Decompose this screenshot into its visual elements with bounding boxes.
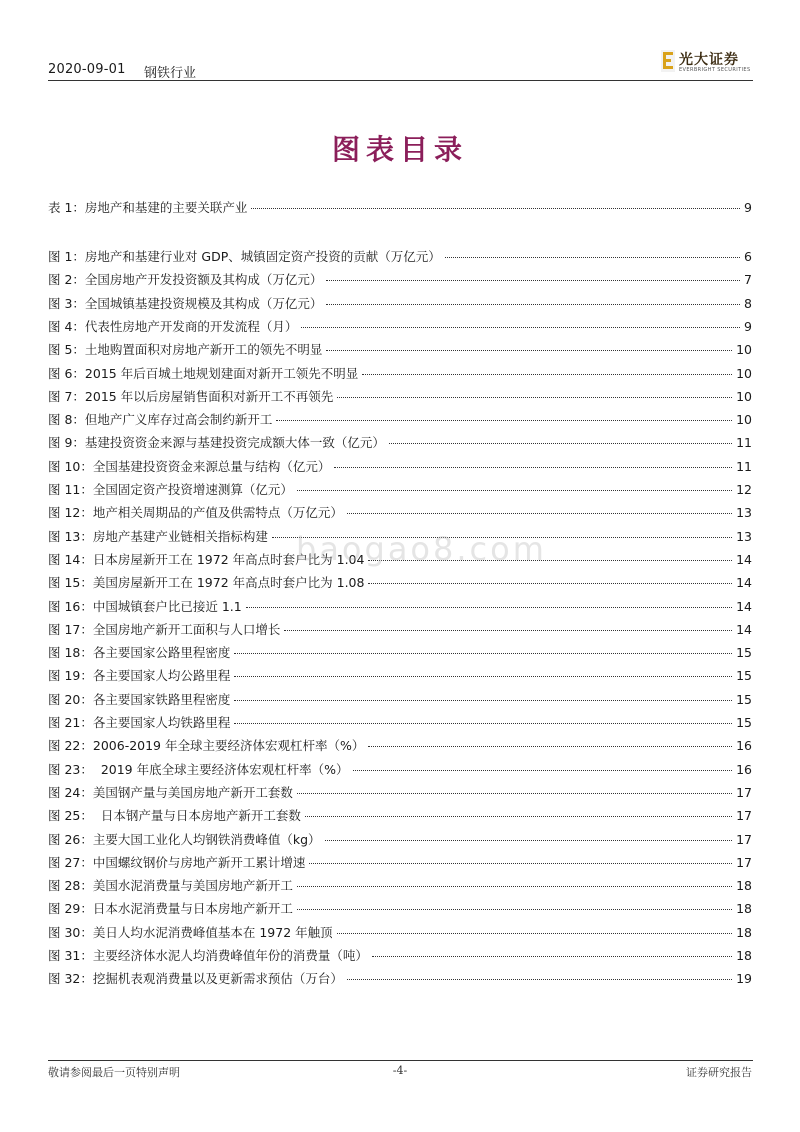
toc-figure-entry[interactable] xyxy=(48,736,752,756)
toc-entry-label: 图 25： 日本钢产量与日本房地产新开工套数 xyxy=(48,808,301,824)
toc-entry-label: 图 24：美国钢产量与美国房地产新开工套数 xyxy=(48,784,293,800)
toc-figure-entry[interactable] xyxy=(48,317,752,337)
toc-dot-leader xyxy=(337,397,732,398)
toc-entry-label: 图 15：美国房屋新开工在 1972 年高点时套户比为 1.08 xyxy=(48,575,365,591)
toc-figure-entry[interactable] xyxy=(48,876,752,896)
toc-page-number: 10 xyxy=(736,388,752,404)
toc-entry-label: 图 26：主要大国工业化人均钢铁消费峰值（kg） xyxy=(48,831,321,847)
page-header xyxy=(48,52,753,82)
toc-dot-leader xyxy=(389,443,732,444)
toc-page-number: 17 xyxy=(736,808,752,824)
toc-figure-entry[interactable] xyxy=(48,364,752,384)
toc-page-number: 16 xyxy=(736,738,752,754)
toc-figure-entry[interactable] xyxy=(48,760,752,780)
toc-figure-entry[interactable] xyxy=(48,410,752,430)
toc-entry-label: 图 30：美日人均水泥消费峰值基本在 1972 年触顶 xyxy=(48,924,333,940)
toc-figure-entry[interactable] xyxy=(48,270,752,290)
footer-divider xyxy=(48,1060,753,1061)
toc-page-number: 10 xyxy=(736,412,752,428)
toc-dot-leader xyxy=(309,863,732,864)
toc-page-number: 10 xyxy=(736,365,752,381)
toc-dot-leader xyxy=(337,933,732,934)
toc-figure-entry[interactable] xyxy=(48,247,752,267)
toc-dot-leader xyxy=(297,886,732,887)
toc-entry-label: 图 29：日本水泥消费量与日本房地产新开工 xyxy=(48,901,293,917)
logo-text-cn: 光大证券 xyxy=(679,52,739,68)
toc-entry-label: 图 23： 2019 年底全球主要经济体宏观杠杆率（%） xyxy=(48,761,349,777)
toc-figure-entry[interactable] xyxy=(48,969,752,989)
everbright-logo-icon xyxy=(661,50,675,72)
toc-figure-entry[interactable] xyxy=(48,457,752,477)
toc-figure-entry[interactable] xyxy=(48,853,752,873)
toc-dot-leader xyxy=(362,374,732,375)
toc-page-number: 9 xyxy=(744,200,752,215)
toc-figure-entry[interactable] xyxy=(48,666,752,686)
toc-entry-label: 图 27：中国螺纹钢价与房地产新开工累计增速 xyxy=(48,854,306,870)
toc-entry-label: 图 22：2006-2019 年全球主要经济体宏观杠杆率（%） xyxy=(48,738,365,754)
toc-dot-leader xyxy=(234,676,732,677)
toc-entry-label: 图 32：挖掘机表观消费量以及更新需求预估（万台） xyxy=(48,971,343,987)
logo-text-en: EVERBRIGHT SECURITIES xyxy=(679,67,751,73)
toc-page-number: 10 xyxy=(736,342,752,358)
toc-dot-leader xyxy=(246,607,732,608)
toc-entry-label: 图 3：全国城镇基建投资规模及其构成（万亿元） xyxy=(48,295,323,311)
toc-dot-leader xyxy=(353,770,733,771)
toc-page-number: 9 xyxy=(744,318,752,334)
toc-page-number: 6 xyxy=(744,249,752,264)
toc-entry-label: 图 16：中国城镇套户比已接近 1.1 xyxy=(48,598,242,614)
toc-dot-leader xyxy=(234,653,732,654)
toc-entry-label: 图 2：全国房地产开发投资额及其构成（万亿元） xyxy=(48,272,323,288)
industry-label: 钢铁行业 xyxy=(144,66,197,81)
toc-entry-label: 图 5：土地购置面积对房地产新开工的领先不明显 xyxy=(48,342,323,358)
toc-dot-leader xyxy=(368,583,732,584)
toc-page-number: 18 xyxy=(736,948,752,963)
toc-page-number: 17 xyxy=(736,854,752,870)
toc-dot-leader xyxy=(297,490,732,491)
toc-entry-label: 图 12：地产相关周期品的产值及供需特点（万亿元） xyxy=(48,505,343,521)
toc-dot-leader xyxy=(301,327,740,328)
toc-page-number: 15 xyxy=(736,691,752,707)
toc-page-number: 18 xyxy=(736,878,752,894)
report-date: 2020-09-01 xyxy=(48,62,126,77)
toc-entry-label: 图 17：全国房地产新开工面积与人口增长 xyxy=(48,621,281,637)
toc-page-number: 14 xyxy=(736,621,752,637)
toc-dot-leader xyxy=(347,979,732,980)
toc-entry-label: 表 1：房地产和基建的主要关联产业 xyxy=(48,200,248,215)
company-logo xyxy=(661,48,753,78)
toc-entry-label: 图 8：但地产广义库存过高会制约新开工 xyxy=(48,412,273,428)
toc-dot-leader xyxy=(251,208,740,209)
toc-page-number: 15 xyxy=(736,715,752,730)
toc-page-number: 11 xyxy=(736,458,752,474)
toc-page-number: 8 xyxy=(744,295,752,311)
toc-figure-entry[interactable] xyxy=(48,294,752,314)
toc-figure-entry[interactable] xyxy=(48,597,752,617)
toc-entry-label: 图 7：2015 年以后房屋销售面积对新开工不再领先 xyxy=(48,388,334,404)
toc-dot-leader xyxy=(326,280,740,281)
toc-entry-label: 图 19：各主要国家人均公路里程 xyxy=(48,668,231,684)
toc-page-number: 15 xyxy=(736,668,752,684)
toc-page-number: 13 xyxy=(736,505,752,521)
toc-dot-leader xyxy=(347,513,732,514)
toc-figure-entry[interactable] xyxy=(48,923,752,943)
toc-dot-leader xyxy=(372,956,732,957)
toc-figure-entry[interactable] xyxy=(48,480,752,500)
toc-dot-leader xyxy=(445,257,740,258)
toc-entry-label: 图 1：房地产和基建行业对 GDP、城镇固定资产投资的贡献（万亿元） xyxy=(48,249,441,264)
toc-figure-entry[interactable] xyxy=(48,387,752,407)
toc-page-number: 18 xyxy=(736,924,752,940)
toc-page-number: 16 xyxy=(736,761,752,777)
toc-entry-label: 图 11：全国固定资产投资增速测算（亿元） xyxy=(48,482,293,497)
toc-dot-leader xyxy=(297,909,732,910)
page-title: 图表目录 xyxy=(331,133,468,166)
toc-entry-label: 图 31：主要经济体水泥人均消费峰值年份的消费量（吨） xyxy=(48,948,368,963)
toc-figure-entry[interactable] xyxy=(48,573,752,593)
toc-entry-label: 图 21：各主要国家人均铁路里程 xyxy=(48,715,231,730)
toc-page-number: 7 xyxy=(744,272,752,288)
toc-page-number: 19 xyxy=(736,971,752,987)
toc-entry-label: 图 18：各主要国家公路里程密度 xyxy=(48,645,231,661)
toc-entry-label: 图 28：美国水泥消费量与美国房地产新开工 xyxy=(48,878,293,894)
toc-figure-entry[interactable] xyxy=(48,830,752,850)
report-type: 证券研究报告 xyxy=(686,1066,752,1079)
toc-table-entry[interactable] xyxy=(48,198,752,218)
toc-dot-leader xyxy=(326,304,740,305)
toc-page-number: 14 xyxy=(736,598,752,614)
toc-page-number: 18 xyxy=(736,901,752,917)
toc-page-number: 14 xyxy=(736,551,752,567)
toc-figure-entry[interactable] xyxy=(48,946,752,966)
watermark: baogao8.com xyxy=(296,530,547,568)
toc-dot-leader xyxy=(334,467,732,468)
toc-entry-label: 图 9：基建投资资金来源与基建投资完成额大体一致（亿元） xyxy=(48,435,385,451)
toc-dot-leader xyxy=(297,793,732,794)
toc-page-number: 13 xyxy=(736,528,752,544)
header-divider xyxy=(48,80,753,81)
disclaimer-note: 敬请参阅最后一页特别声明 xyxy=(48,1066,180,1079)
page-number: -4- xyxy=(392,1064,408,1077)
toc-entry-label: 图 13：房地产基建产业链相关指标构建 xyxy=(48,528,268,544)
toc-page-number: 15 xyxy=(736,645,752,661)
toc-dot-leader xyxy=(326,350,732,351)
toc-entry-label: 图 6：2015 年后百城土地规划建面对新开工领先不明显 xyxy=(48,365,359,381)
toc-page-number: 14 xyxy=(736,575,752,591)
toc-entry-label: 图 10：全国基建投资资金来源总量与结构（亿元） xyxy=(48,458,331,474)
toc-dot-leader xyxy=(325,840,733,841)
toc-figure-entry[interactable] xyxy=(48,899,752,919)
toc-dot-leader xyxy=(234,700,732,701)
toc-figure-entry[interactable] xyxy=(48,620,752,640)
toc-figure-entry[interactable] xyxy=(48,340,752,360)
toc-page-number: 11 xyxy=(736,435,752,451)
toc-figure-entry[interactable] xyxy=(48,690,752,710)
toc-page-number: 17 xyxy=(736,831,752,847)
toc-page-number: 17 xyxy=(736,784,752,800)
toc-figure-entry[interactable] xyxy=(48,433,752,453)
toc-entry-label: 图 4：代表性房地产开发商的开发流程（月） xyxy=(48,318,298,334)
toc-entry-label: 图 20：各主要国家铁路里程密度 xyxy=(48,691,231,707)
toc-figure-entry[interactable] xyxy=(48,713,752,733)
toc-figure-entry[interactable] xyxy=(48,643,752,663)
toc-dot-leader xyxy=(368,746,732,747)
toc-dot-leader xyxy=(305,816,732,817)
toc-entry-label: 图 14：日本房屋新开工在 1972 年高点时套户比为 1.04 xyxy=(48,551,365,567)
toc-figure-entry[interactable] xyxy=(48,783,752,803)
toc-dot-leader xyxy=(234,723,732,724)
toc-dot-leader xyxy=(276,420,732,421)
toc-figure-entry[interactable] xyxy=(48,806,752,826)
toc-page-number: 12 xyxy=(736,482,752,497)
toc-figure-entry[interactable] xyxy=(48,503,752,523)
toc-dot-leader xyxy=(284,630,732,631)
